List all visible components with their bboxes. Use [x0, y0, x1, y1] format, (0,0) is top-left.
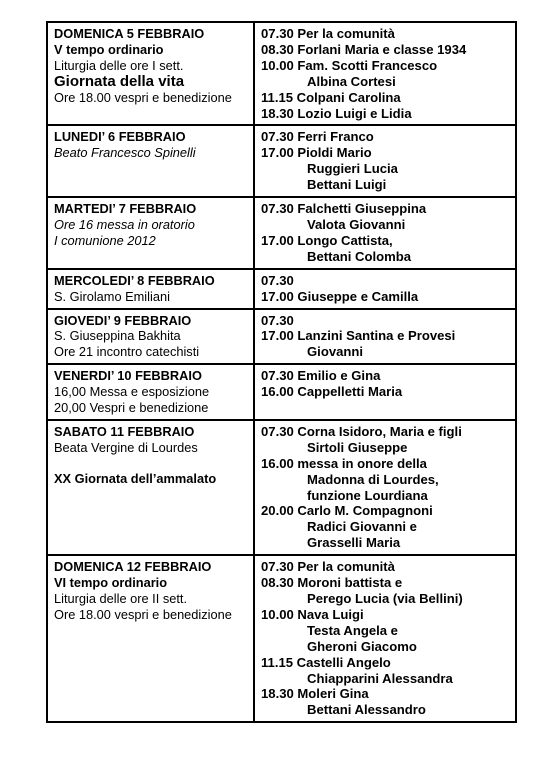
day-note: S. Girolamo Emiliani [54, 288, 170, 304]
day-heading: DOMENICA 5 FEBBRAIO [54, 26, 205, 41]
day-note: Giornata della vita [54, 72, 185, 90]
mass-intention: 16.00 messa in onore della [261, 455, 427, 471]
day-note: 20,00 Vespri e benedizione [54, 400, 209, 416]
intention-continuation: Ruggieri Lucia [307, 161, 398, 177]
day-row [47, 125, 516, 197]
day-info-cell [47, 555, 254, 722]
day-note [54, 456, 248, 471]
mass-intention: 11.15 Castelli Angelo [261, 654, 391, 670]
intention-continuation: Gheroni Giacomo [307, 638, 417, 654]
intention-continuation: Grasselli Maria [307, 535, 401, 551]
mass-intentions-cell [254, 269, 516, 309]
mass-intention: 07.30 [261, 272, 294, 288]
mass-intention: 18.30 Lozio Luigi e Lidia [261, 105, 412, 121]
mass-intention: 10.00 Fam. Scotti Francesco [261, 57, 438, 73]
mass-intention: 08.30 Moroni battista e [261, 575, 403, 591]
day-row [47, 420, 516, 555]
day-note: XX Giornata dell’ammalato [54, 470, 217, 486]
day-note: VI tempo ordinario [54, 575, 168, 591]
mass-intention: 17.00 Pioldi Mario [261, 145, 372, 161]
day-note: Liturgia delle ore I sett. [54, 57, 184, 73]
mass-intention: 11.15 Colpani Carolina [261, 89, 401, 105]
day-row [47, 364, 516, 420]
mass-intention: 08.30 Forlani Maria e classe 1934 [261, 41, 467, 57]
mass-intention: 20.00 Carlo M. Compagnoni [261, 503, 433, 519]
day-note: I comunione 2012 [54, 232, 156, 248]
day-row [47, 22, 516, 125]
day-heading: MARTEDI’ 7 FEBBRAIO [54, 201, 197, 217]
mass-intention: 16.00 Cappelletti Maria [261, 384, 403, 400]
intention-continuation: Bettani Colomba [307, 248, 412, 264]
mass-intentions-cell [254, 420, 516, 555]
mass-intention: 17.00 Lanzini Santina e Provesi [261, 328, 456, 344]
day-heading: VENERDI’ 10 FEBBRAIO [54, 368, 202, 384]
mass-intention: 07.30 Per la comunità [261, 26, 395, 41]
intention-continuation: Albina Cortesi [307, 73, 396, 89]
day-info-cell [47, 364, 254, 420]
intention-continuation: Testa Angela e [307, 622, 398, 638]
mass-intentions-cell [254, 364, 516, 420]
day-note: S. Giuseppina Bakhita [54, 328, 181, 344]
intention-continuation: Sirtoli Giuseppe [307, 439, 408, 455]
day-info-cell [47, 197, 254, 269]
intention-continuation: Valota Giovanni [307, 216, 406, 232]
day-heading: GIOVEDI’ 9 FEBBRAIO [54, 312, 192, 328]
intention-continuation: Chiapparini Alessandra [307, 670, 453, 686]
day-note: Ore 21 incontro catechisti [54, 344, 200, 360]
day-info-cell [47, 420, 254, 555]
day-note: Ore 16 messa in oratorio [54, 216, 195, 232]
day-note: Liturgia delle ore II sett. [54, 591, 188, 606]
day-heading: SABATO 11 FEBBRAIO [54, 423, 195, 439]
intention-continuation: funzione Lourdiana [307, 487, 428, 503]
day-heading: DOMENICA 12 FEBBRAIO [54, 559, 212, 575]
day-note: 16,00 Messa e esposizione [54, 384, 210, 400]
day-heading: MERCOLEDI’ 8 FEBBRAIO [54, 272, 215, 288]
intention-continuation: Perego Lucia (via Bellini) [307, 591, 463, 606]
mass-intentions-cell [254, 309, 516, 365]
day-row [47, 309, 516, 365]
mass-intention: 07.30 Falchetti Giuseppina [261, 201, 427, 217]
mass-intentions-cell [254, 197, 516, 269]
mass-intention: 17.00 Giuseppe e Camilla [261, 288, 419, 304]
mass-intention: 07.30 Per la comunità [261, 559, 395, 575]
day-note: Beato Francesco Spinelli [54, 145, 196, 161]
day-info-cell [47, 22, 254, 125]
day-row [47, 269, 516, 309]
mass-intention: 07.30 [261, 312, 294, 328]
day-info-cell [47, 309, 254, 365]
mass-intention: 07.30 Emilio e Gina [261, 368, 381, 384]
day-note: Beata Vergine di Lourdes [54, 439, 198, 455]
mass-intention: 07.30 Ferri Franco [261, 129, 374, 145]
intention-continuation: Madonna di Lourdes, [307, 471, 439, 487]
schedule-body [47, 22, 516, 722]
day-note: Ore 18.00 vespri e benedizione [54, 606, 232, 622]
mass-intention: 17.00 Longo Cattista, [261, 232, 393, 248]
day-row [47, 555, 516, 722]
intention-continuation: Bettani Luigi [307, 177, 387, 193]
mass-intentions-cell [254, 555, 516, 722]
mass-intention: 10.00 Nava Luigi [261, 606, 364, 622]
mass-schedule-table [46, 21, 517, 723]
mass-intentions-cell [254, 22, 516, 125]
day-note: Ore 18.00 vespri e benedizione [54, 89, 232, 105]
day-heading: LUNEDI’ 6 FEBBRAIO [54, 129, 186, 145]
intention-continuation: Radici Giovanni e [307, 519, 417, 535]
mass-intention: 07.30 Corna Isidoro, Maria e figli [261, 423, 462, 439]
intention-continuation: Bettani Alessandro [307, 702, 426, 718]
intention-continuation: Giovanni [307, 344, 364, 360]
day-info-cell [47, 125, 254, 197]
mass-intention: 18.30 Moleri Gina [261, 686, 369, 702]
day-row [47, 197, 516, 269]
mass-intentions-cell [254, 125, 516, 197]
day-info-cell [47, 269, 254, 309]
day-note: V tempo ordinario [54, 41, 164, 57]
